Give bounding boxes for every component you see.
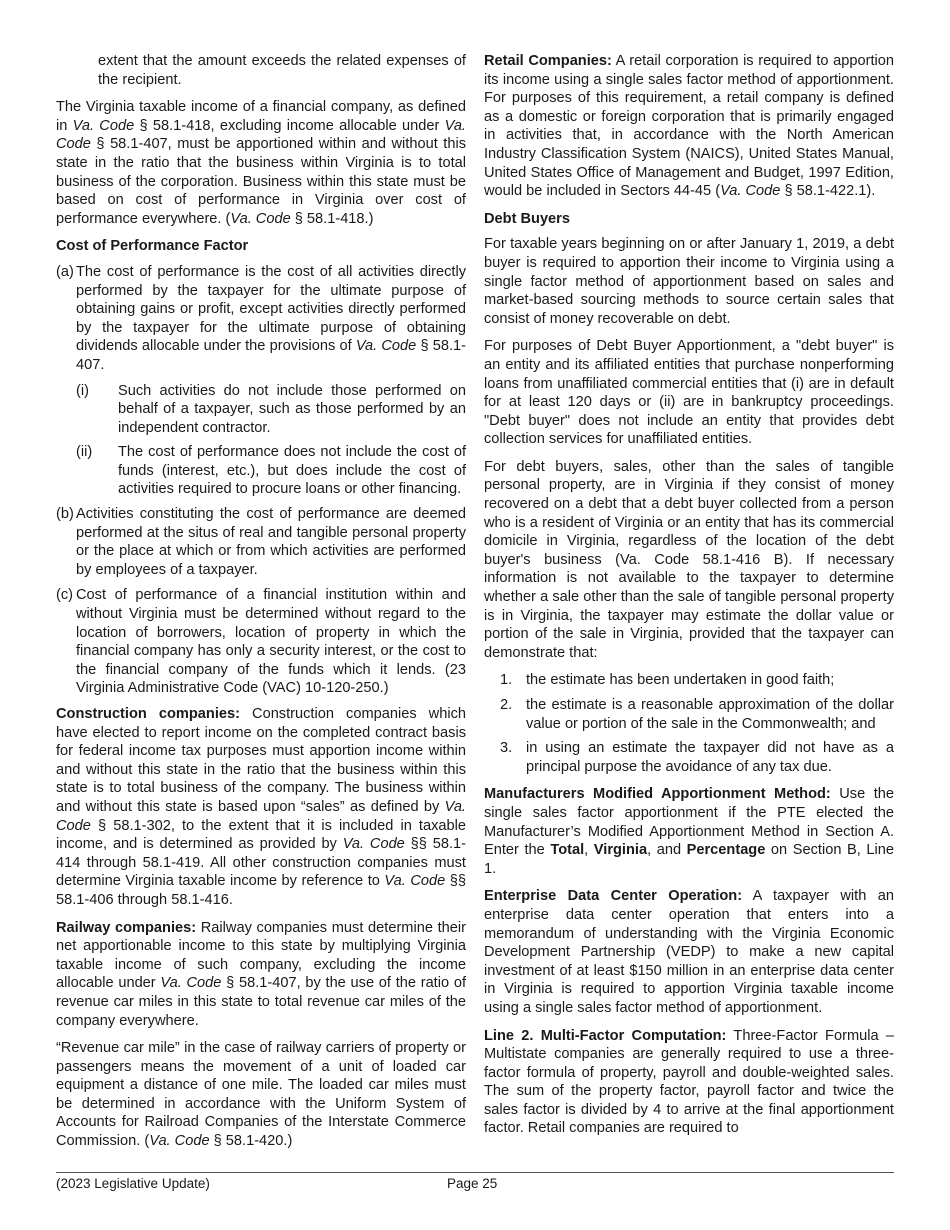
list-item-text: Such activities do not include those performed on behalf of a taxpayer, such as those performed by an independent contractor. (118, 382, 466, 436)
revenue-car-mile-paragraph: “Revenue car mile” in the case of railway carriers of property or passengers means the movement of a unit of loaded car equipment a distance of one mile. The loaded car miles must be determined in accordance with the Uniform System of Accounts for Railroad Companies of the Interstate Commerce Commission. (Va. Code § 58.1-420.) (56, 1040, 466, 1150)
cost-of-performance-heading: Cost of Performance Factor (56, 238, 249, 255)
list-item-text: in using an estimate the taxpayer did not have as a principal purpose the avoidance of any tax due. (526, 740, 894, 775)
right-column (484, 52, 894, 1138)
list-item-text: The cost of performance is the cost of all activities directly performed by the taxpayer for the ultimate purpose of obtaining gains or profit, except activities directly performed by the taxpayer for the ultimate purpose of obtaining dividends allocable under the provisions of Va. Code § 58.1-407. (76, 263, 467, 373)
railway-companies-paragraph: Railway companies: Railway companies must determine their net apportionable income to this state by multiplying Virginia taxable income of such company, excluding the income allocable under Va. Code § 58.1-407, by the use of the ratio of revenue car miles in this state to total revenue car miles of the company everywhere. (56, 919, 466, 1029)
debt-buyers-paragraph-1: For taxable years beginning on or after January 1, 2019, a debt buyer is required to apportion their income to Virginia using a single factor method of apportionment based on sales and market-based sourcing methods to source certain sales that consist of money recoverable on debt. (484, 236, 894, 327)
debt-buyers-paragraph-3: For debt buyers, sales, other than the sales of tangible personal property, are in Virginia if they consist of money recovered on a debt that a debt buyer collected from a person who is a resident of Virginia or an entity that has its commercial domicile in Virginia, regardless of the location of the debt buyer's business (Va. Code 58.1-416 B). If necessary information is not available to the taxpayer to determine whether a sale other than the sale of tangible personal property is in Virginia, the taxpayer may estimate the dollar value or portion of the sale in Virginia, provided that the taxpayer can demonstrate that: (484, 458, 894, 661)
list-marker: (a) (56, 263, 74, 280)
list-marker: (i) (76, 382, 89, 399)
enterprise-data-center-paragraph: Enterprise Data Center Operation: A taxpayer with an enterprise data center operation that enters into a memorandum of understanding with the Virginia Economic Development Partnership (VEDP) to make a new capital investment of at least $150 million in an enterprise data center in Virginia is required to apportion Virginia taxable income using a single sales factor method of apportionment. (484, 888, 894, 1016)
list-item-b (56, 505, 466, 579)
line-2-label: Line 2. Multi-Factor Computation: (484, 1027, 727, 1044)
list-item-i (76, 382, 466, 438)
list-marker: (c) (56, 587, 74, 604)
list-item-ii (76, 443, 466, 499)
construction-companies-paragraph: Construction companies: Construction companies which have elected to report income on the completed contract basis for federal income tax purposes must apportion income within and without this state in the ratio that the business within this state is to total business of the company. The business within and without this state is based upon “sales” as defined by Va. Code § 58.1-302, to the extent that it is included in taxable income, and is determined as provided by Va. Code §§ 58.1-414 through 58.1-419. All other construction companies must determine Virginia taxable income by reference to Va. Code §§ 58.1-406 through 58.1-416. (56, 706, 466, 908)
debt-buyers-heading: Debt Buyers (484, 210, 570, 227)
intro-continuation: extent that the amount exceeds the related expenses of the recipient. (98, 53, 466, 88)
list-marker: 1. (500, 672, 513, 689)
list-marker: (ii) (76, 444, 93, 461)
debt-buyers-paragraph-2: For purposes of Debt Buyer Apportionment, a "debt buyer" is an entity and its affiliated entities that purchase nonperforming loans from unaffiliated commercial entities that (i) are in default for at least 120 days or (ii) are in bankruptcy proceedings. "Debt buyer" does not include an entity that provides debt collection services for unaffiliated entities. (484, 338, 894, 448)
list-item (500, 671, 894, 690)
footer-divider (56, 1172, 894, 1173)
left-column (56, 52, 466, 1151)
financial-company-paragraph: The Virginia taxable income of a financial company, as defined in Va. Code § 58.1-418, excluding income allocable under Va. Code § 58.1-407, must be apportioned within and without this state in the ratio that the business within Virginia is to total business of the corporation. Business within this state must be based on cost of performance in Virginia over cost of performance everywhere. (Va. Code § 58.1-418.) (56, 99, 466, 227)
construction-label: Construction companies: (56, 706, 240, 722)
list-marker: 2. (500, 697, 513, 713)
page-number: Page 25 (447, 1176, 498, 1191)
list-item-text: Activities constituting the cost of performance are deemed performed at the situs of real and tangible personal property or the place at which or from which activities are performed by employees of a taxpayer. (76, 506, 466, 578)
list-item-a (56, 263, 466, 375)
enterprise-label: Enterprise Data Center Operation: (484, 888, 743, 905)
retail-companies-paragraph: Retail Companies: A retail corporation is required to apportion its income using a single sales factor method of apportionment. For purposes of this requirement, a retail company is defined as a domestic or foreign corporation that is primarily engaged in activities that, in accordance with the North American Industry Classification System (NAICS), United States Manual, United States Office of Management and Budget, 1997 Edition, would be included in Sectors 44-45 (Va. Code § 58.1-422.1). (484, 53, 894, 200)
list-marker: 3. (500, 740, 513, 757)
list-item (500, 696, 894, 733)
list-item-text: the estimate is a reasonable approximation of the dollar value or portion of the sale in the Commonwealth; and (526, 697, 894, 732)
list-item-text: the estimate has been undertaken in good faith; (526, 672, 835, 689)
list-item (500, 739, 894, 776)
manufacturers-label: Manufacturers Modified Apportionment Method: (484, 786, 831, 803)
list-item-c (56, 586, 466, 698)
list-item-text: Cost of performance of a financial institution within and without Virginia must be determined without regard to the location of borrowers, location of property in which the financial company has only a security interest, or the cost to the financial company of the funds which it lends. (23 Virginia Administrative Code (VAC) 10-120-250.) (76, 587, 466, 697)
manufacturers-paragraph: Manufacturers Modified Apportionment Method: Use the single sales factor apportionment if the PTE elected the Manufacturer’s Modified Apportionment Method in Section A. Enter the Total, Virginia, and Percentage on Section B, Line 1. (484, 786, 895, 877)
retail-label: Retail Companies: (484, 53, 612, 69)
footer-edition: (2023 Legislative Update) (56, 1176, 210, 1191)
railway-label: Railway companies: (56, 919, 197, 936)
line-2-paragraph: Line 2. Multi-Factor Computation: Three-Factor Formula – Multistate companies are generally required to use a three-factor formula of property, payroll and double-weighted sales. The sum of the property factor, payroll factor and twice the sales factor is divided by 4 to arrive at the final apportionment factor. Retail companies are required to (484, 1027, 894, 1137)
list-marker: (b) (56, 506, 74, 523)
list-item-text: The cost of performance does not include the cost of funds (interest, etc.), but does include the cost of activities required to procure loans or other financing. (118, 444, 466, 498)
